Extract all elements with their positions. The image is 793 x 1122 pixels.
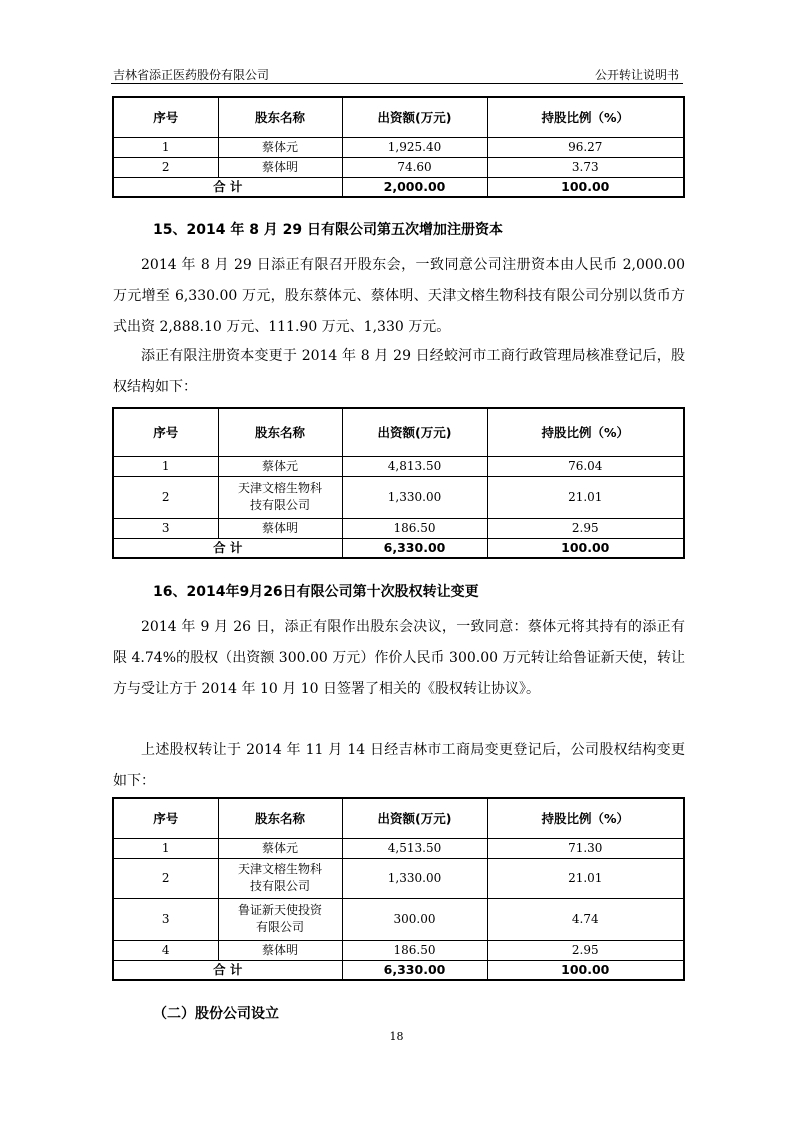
- cell-ratio: 21.01: [487, 858, 684, 898]
- cell-seq: 1: [113, 137, 218, 157]
- cell-capital: 1,925.40: [342, 137, 487, 157]
- header-document-title: 公开转让说明书: [594, 68, 679, 82]
- table-row: [113, 456, 684, 476]
- cell-capital: 1,330.00: [342, 476, 487, 518]
- col-header-capital: 出资额(万元): [342, 408, 487, 456]
- cell-shareholder: 蔡体明: [218, 157, 342, 177]
- cell-seq: 2: [113, 476, 218, 518]
- section-15-paragraph-2: 添正有限注册资本变更于 2014 年 8 月 29 日经蛟河市工商行政管理局核准登记后，股权结构如下：: [113, 348, 685, 395]
- col-header-ratio: 持股比例（%）: [487, 408, 684, 456]
- total-ratio: 100.00: [487, 960, 684, 980]
- total-capital: 6,330.00: [342, 538, 487, 558]
- total-label: 合 计: [113, 177, 342, 197]
- cell-capital: 4,813.50: [342, 456, 487, 476]
- cell-seq: 4: [113, 940, 218, 960]
- cell-ratio: 21.01: [487, 476, 684, 518]
- table-row: [113, 940, 684, 960]
- cell-ratio: 76.04: [487, 456, 684, 476]
- table-row: [113, 137, 684, 157]
- col-header-ratio: 持股比例（%）: [487, 97, 684, 137]
- cell-capital: 4,513.50: [342, 838, 487, 858]
- cell-shareholder: 蔡体明: [218, 940, 342, 960]
- cell-shareholder-line: 天津文榕生物科: [237, 862, 322, 876]
- cell-shareholder: 蔡体元: [218, 137, 342, 157]
- total-row: [113, 538, 684, 558]
- cell-shareholder-line: 技有限公司: [249, 879, 310, 893]
- col-header-seq: 序号: [113, 798, 218, 838]
- cell-shareholder: [218, 858, 342, 898]
- section-16-heading: 16、2014年9月26日有限公司第十次股权转让变更: [153, 584, 479, 600]
- cell-shareholder: [218, 476, 342, 518]
- total-row: [113, 960, 684, 980]
- col-header-seq: 序号: [113, 408, 218, 456]
- cell-seq: 2: [113, 157, 218, 177]
- total-label: 合 计: [113, 538, 342, 558]
- cell-ratio: 96.27: [487, 137, 684, 157]
- cell-shareholder-line: 有限公司: [255, 920, 304, 934]
- cell-capital: 186.50: [342, 940, 487, 960]
- cell-shareholder: [218, 898, 342, 940]
- shareholding-table-3: [112, 797, 685, 981]
- table-row: [113, 898, 684, 940]
- section-16-paragraph-2: 上述股权转让于 2014 年 11 月 14 日经吉林市工商局变更登记后，公司股权结构变更如下：: [113, 742, 685, 789]
- table-row: [113, 157, 684, 177]
- section-16-paragraph-1: 2014 年 9 月 26 日，添正有限作出股东会决议，一致同意：蔡体元将其持有的添正有限 4.74%的股权（出资额 300.00 万元）作价人民币 300.00 万元转让给鲁证新天使，转让方与受让方于 2014 年 10 月 10 日签署了相关的《股权转让协议》。: [113, 619, 685, 697]
- table-row: [113, 858, 684, 898]
- cell-ratio: 2.95: [487, 940, 684, 960]
- col-header-capital: 出资额(万元): [342, 97, 487, 137]
- header-divider: [111, 83, 683, 84]
- shareholding-table-1: [112, 96, 685, 198]
- cell-ratio: 3.73: [487, 157, 684, 177]
- cell-shareholder: 蔡体元: [218, 838, 342, 858]
- cell-shareholder: 蔡体元: [218, 456, 342, 476]
- cell-shareholder-line: 鲁证新天使投资: [237, 903, 322, 917]
- table-row: [113, 838, 684, 858]
- total-label: 合 计: [113, 960, 342, 980]
- cell-seq: 1: [113, 456, 218, 476]
- total-ratio: 100.00: [487, 538, 684, 558]
- section-2-heading: （二）股份公司设立: [153, 1006, 279, 1022]
- cell-capital: 1,330.00: [342, 858, 487, 898]
- col-header-capital: 出资额(万元): [342, 798, 487, 838]
- total-capital: 2,000.00: [342, 177, 487, 197]
- col-header-shareholder: 股东名称: [218, 798, 342, 838]
- cell-capital: 186.50: [342, 518, 487, 538]
- total-ratio: 100.00: [487, 177, 684, 197]
- col-header-ratio: 持股比例（%）: [487, 798, 684, 838]
- cell-shareholder-line: 技有限公司: [249, 498, 310, 512]
- cell-seq: 1: [113, 838, 218, 858]
- section-15-paragraph-1: 2014 年 8 月 29 日添正有限召开股东会，一致同意公司注册资本由人民币 2,000.00 万元增至 6,330.00 万元，股东蔡体元、蔡体明、天津文榕生物科技有限公司分别以货币方式出资 2,888.10 万元、111.90 万元、1,330 万元。: [113, 257, 685, 335]
- shareholding-table-2: [112, 407, 685, 559]
- col-header-shareholder: 股东名称: [218, 408, 342, 456]
- page-number: 18: [389, 1030, 404, 1043]
- total-row: [113, 177, 684, 197]
- table-row: [113, 518, 684, 538]
- cell-shareholder-line: 天津文榕生物科: [237, 481, 322, 495]
- col-header-seq: 序号: [113, 97, 218, 137]
- total-capital: 6,330.00: [342, 960, 487, 980]
- cell-capital: 74.60: [342, 157, 487, 177]
- header-company-name: 吉林省添正医药股份有限公司: [113, 68, 270, 82]
- cell-shareholder: 蔡体明: [218, 518, 342, 538]
- cell-ratio: 71.30: [487, 838, 684, 858]
- col-header-shareholder: 股东名称: [218, 97, 342, 137]
- table-row: [113, 476, 684, 518]
- cell-capital: 300.00: [342, 898, 487, 940]
- cell-seq: 3: [113, 898, 218, 940]
- cell-seq: 2: [113, 858, 218, 898]
- cell-ratio: 2.95: [487, 518, 684, 538]
- cell-seq: 3: [113, 518, 218, 538]
- section-15-heading: 15、2014 年 8 月 29 日有限公司第五次增加注册资本: [153, 222, 504, 238]
- cell-ratio: 4.74: [487, 898, 684, 940]
